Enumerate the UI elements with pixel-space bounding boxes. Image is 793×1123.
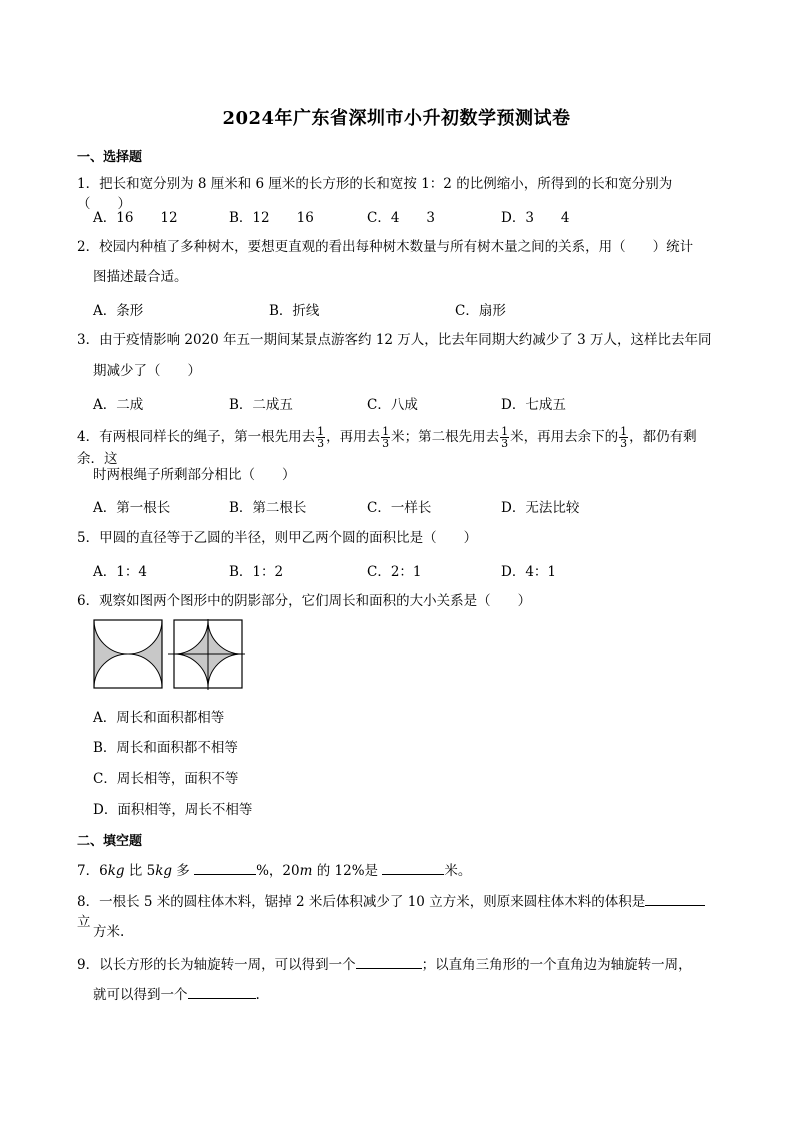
figure-quarter-circles: [168, 619, 245, 690]
question-8: [77, 891, 717, 932]
question-2: 2．校园内种植了多种树木，要想更直观的看出每种树木数量与所有树木量之间的关系，用（ ）统计: [77, 239, 694, 255]
question-7-text-5: 的 12%是: [312, 863, 383, 879]
fraction-one-third: $\frac{1}{3}$: [620, 425, 628, 450]
question-4-text-5: ，都仍有剩余．这: [77, 429, 697, 467]
question-4-text-1: 4．有两根同样长的绳子，第一根先用去: [77, 429, 316, 445]
answer-blank[interactable]: [645, 891, 705, 906]
unit-kg: kg: [155, 863, 173, 879]
answer-blank[interactable]: [194, 860, 256, 875]
question-4-text-3: 米；第二根先用去: [391, 429, 500, 445]
answer-blank[interactable]: [382, 860, 444, 875]
option-c: C．4 3: [367, 210, 436, 226]
option-d: D．无法比较: [501, 500, 580, 516]
question-4-continued: 时两根绳子所剩部分相比（ ）: [93, 467, 296, 483]
question-1: 1．把长和宽分别为 8 厘米和 6 厘米的长方形的长和宽按 1：2 的比例缩小，所得到的长和宽分别为（ ）: [77, 176, 673, 212]
question-9-text-3: 就可以得到一个: [93, 987, 188, 1003]
option-d: D．七成五: [501, 397, 566, 413]
page-title: 2024年广东省深圳市小升初数学预测试卷: [222, 108, 571, 129]
question-9-text-1: 9．以长方形的长为轴旋转一周，可以得到一个: [77, 957, 356, 973]
answer-blank[interactable]: [356, 954, 422, 969]
option-a: A．条形: [93, 303, 144, 319]
section-choice-heading: 一、选择题: [77, 150, 143, 165]
option-a: A．二成: [93, 397, 144, 413]
question-7-text-3: 多: [172, 863, 195, 879]
question-4: [77, 426, 717, 469]
question-3-continued: 期减少了（ ）: [93, 363, 201, 379]
question-4-text-4: 米，再用去余下的: [510, 429, 619, 445]
option-b: B．第二根长: [229, 500, 307, 516]
option-a: A．第一根长: [93, 500, 171, 516]
question-8-continued: 方米.: [93, 924, 125, 940]
shaded-figures: [93, 619, 245, 691]
option-c: C．扇形: [455, 303, 506, 319]
option-b: B．1：2: [229, 564, 284, 580]
option-c: C．一样长: [367, 500, 432, 516]
fraction-one-third: $\frac{1}{3}$: [317, 425, 325, 450]
question-7-text-4: %，20: [256, 863, 300, 879]
question-7-text-1: 7．6: [77, 863, 108, 879]
question-2-continued: 图描述最合适。: [93, 269, 188, 285]
option-b: B．周长和面积都不相等: [93, 740, 238, 756]
option-c: C．2：1: [367, 564, 422, 580]
question-5: 5．甲圆的直径等于乙圆的半径，则甲乙两个圆的面积比是（ ）: [77, 530, 478, 546]
question-8-text-1: 8．一根长 5 米的圆柱体木料，锯掉 2 米后体积减少了 10 立方米，则原来圆柱体木料的体积是: [77, 894, 646, 910]
question-7: [77, 860, 717, 881]
answer-blank[interactable]: [188, 984, 256, 999]
option-b: B．二成五: [229, 397, 293, 413]
question-9-continued: [93, 984, 260, 1005]
question-9-text-4: .: [255, 987, 260, 1003]
option-d: D．4：1: [501, 564, 557, 580]
unit-m: m: [299, 863, 313, 879]
option-c: C．周长相等，面积不等: [93, 771, 239, 787]
question-7-text-2: 比 5: [124, 863, 156, 879]
option-b: B．折线: [269, 303, 320, 319]
question-9-text-2: ；以直角三角形的一个直角边为轴旋转一周，: [421, 957, 692, 973]
unit-kg: kg: [107, 863, 125, 879]
option-d: D．面积相等，周长不相等: [93, 802, 253, 818]
question-7-text-6: 米。: [444, 863, 472, 879]
shaded-figures-svg: [93, 619, 245, 691]
question-3: 3．由于疫情影响 2020 年五一期间某景点游客约 12 万人，比去年同期大约减少了 3 万人，这样比去年同: [77, 332, 712, 348]
option-b: B．12 16: [229, 210, 314, 226]
option-a: A．周长和面积都相等: [93, 710, 225, 726]
section-fill-heading: 二、填空题: [77, 834, 143, 849]
question-4-text-2: ，再用去: [326, 429, 381, 445]
option-a: A．16 12: [93, 210, 178, 226]
question-8-text-2: 立: [77, 914, 91, 930]
option-a: A．1：4: [93, 564, 147, 580]
option-c: C．八成: [367, 397, 418, 413]
figure-semicircles: [94, 620, 162, 688]
fraction-one-third: $\frac{1}{3}$: [382, 425, 390, 450]
question-9: [77, 954, 717, 975]
question-6: 6．观察如图两个图形中的阴影部分，它们周长和面积的大小关系是（ ）: [77, 593, 532, 609]
fraction-one-third: $\frac{1}{3}$: [501, 425, 509, 450]
option-d: D．3 4: [501, 210, 570, 226]
